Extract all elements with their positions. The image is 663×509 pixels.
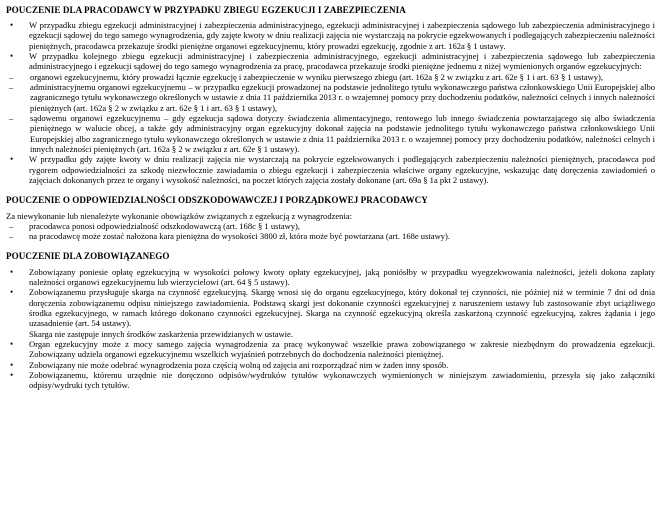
section2-intro: Za niewykonanie lub nienależyte wykonanie obowiązków związanych z egzekucją z wynagrodzenia:	[6, 210, 352, 221]
list-item	[6, 51, 655, 72]
section1-sublist	[6, 72, 655, 155]
section2-list	[6, 221, 655, 242]
list-item-text: Zobowiązanemu przysługuje skarga na czynność egzekucyjną. Skargę wnosi się do organu egzekucyjnego, który dokonał tej czynności, nie później niż w terminie 7 dni od dnia doręczenia zobowiązanemu odpisu niniejszego zawiadomienia. Podstawą skargi jest dokonanie czynności egzekucyjnej z naruszeniem ustawy lub zastosowanie zbyt uciążliwego środka egzekucyjnego, w ramach którego dokonano czynności egzekucyjnej. Skarga na czynność egzekucyjną określa zaskarżoną czynność egzekucyjną, zakres żądania i jego uzasadnienie (art. 54 ustawy).	[29, 287, 655, 329]
dash-item: – pracodawca ponosi odpowiedzialność odszkodowawczą (art. 168c § 1 ustawy),	[6, 221, 655, 231]
list-item-note: Skarga nie zastępuje innych środków zaskarżenia przewidzianych w ustawie.	[29, 328, 293, 339]
section1-list	[6, 20, 655, 72]
section1-list-cont	[6, 154, 655, 185]
list-item	[6, 287, 655, 339]
list-item: • W przypadku gdy zajęte kwoty w dniu realizacji zajęcia nie wystarczają na pokrycie egzekwowanych i podlegających zabezpieczeniu należności pieniężnych, pracodawca pod rygorem odpowiedzialności za szkodę niezwłocznie zawiadamia o zbiegu egzekucji i zabezpieczenia właściwe organy egzekucyjne, wskazując datę doręczenia zawiadomień o zajęciach dokonanych przez te organy i wysokość należności, na poczet których zajęcia zostały dokonane (art. 69a § 1a pkt 2 ustawy).	[6, 154, 655, 185]
section-title-liability: POUCZENIE O ODPOWIEDZIALNOŚCI ODSZKODOWAWCZEJ I PORZĄDKOWEJ PRACODAWCY	[6, 194, 428, 205]
sub-list-item: – sądowemu organowi egzekucyjnemu – gdy egzekucja sądowa dotyczy świadczenia alimentacyjnego, rentowego lub innego świadczenia powtarzającego się albo świadczenia pieniężnego w walucie obcej, a także gdy administracyjny organ egzekucyjny dokonał zajęcia na podstawie jednolitego tytułu wykonawczego państwa członkowskiego Unii Europejskiej albo zagranicznego tytułu wykonawczego określonych w ustawie z dnia 11 października 2013 r. o wzajemnej pomocy przy dochodzeniu podatków, należności celnych i innych należności pieniężnych (art. 162a § 2 w związku z art. 62e § 1 ustawy).	[6, 113, 655, 154]
dash-item: – na pracodawcę może zostać nałożona kara pieniężna do wysokości 3800 zł, która może być powtarzana (art. 168e ustawy).	[6, 231, 655, 241]
section3-list	[6, 267, 655, 391]
section-title-employer-concurrence: POUCZENIE DLA PRACODAWCY W PRZYPADKU ZBIEGU EGZEKUCJI I ZABEZPIECZENIA	[6, 5, 406, 15]
sub-list-item: – organowi egzekucyjnemu, który prowadzi łącznie egzekucję i zabezpieczenie w wyniku pierwszego zbiegu (art. 162a § 2 w związku z art. 62e § 1 i art. 63 § 1 ustawy),	[6, 72, 655, 82]
list-item: • Zobowiązanemu, któremu urzędnie nie doręczono odpisów/wydruków tytułów wykonawczych wymienionych w niniejszym zawiadomieniu, przesyła się jako załączniki odpisy/wydruki tych tytułów.	[6, 370, 655, 391]
list-item: • Zobowiązany poniesie opłatę egzekucyjną w wysokości połowy kwoty opłaty egzekucyjnej, jaką poniósłby w przypadku wyegzekwowania należności, jeżeli dokona zapłaty należności organowi egzekucyjnemu lub wierzycielowi (art. 64 § 5 ustawy).	[6, 267, 655, 288]
list-item: • W przypadku zbiegu egzekucji administracyjnej i zabezpieczenia administracyjnego, egzekucji administracyjnej i zabezpieczenia sądowego lub zabezpieczenia administracyjnego i egzekucji sądowej do tego samego wynagrodzenia, gdy zajęte kwoty w dniu realizacji zajęcia nie wystarczają na pokrycie egzekwowanych i podlegających zabezpieczeniu należności pieniężnych, pracodawca przekazuje środki pieniężne organowi egzekucyjnemu, który prowadzi egzekucję, zgodnie z art. 162a § 1 ustawy.	[6, 20, 655, 51]
section-title-debtor: POUCZENIE DLA ZOBOWIĄZANEGO	[6, 250, 170, 261]
list-item: • Organ egzekucyjny może z mocy samego zajęcia wynagrodzenia za pracę wykonywać wszelkie prawa zobowiązanego w zakresie niezbędnym do prowadzenia egzekucji. Zobowiązany udziela organowi egzekucyjnemu wszelkich wyjaśnień potrzebnych do dochodzenia należności pieniężnej.	[6, 339, 655, 360]
list-item: • Zobowiązany nie może odebrać wynagrodzenia poza częścią wolną od zajęcia ani rozporządzać nim w żaden inny sposób.	[6, 360, 655, 370]
list-item-text: W przypadku kolejnego zbiegu egzekucji administracyjnej i zabezpieczenia administracyjnego, egzekucji administracyjnej i zabezpieczenia sądowego lub zabezpieczenia administracyjnego i egzekucji sądowej do tego samego wynagrodzenia za pracę, pracodawca przekazuje środki pieniężne jednemu z niżej wymienionych organów egzekucyjnych:	[29, 51, 655, 72]
sub-list-item: – administracyjnemu organowi egzekucyjnemu – w przypadku egzekucji prowadzonej na podstawie jednolitego tytułu wykonawczego państwa członkowskiego Unii Europejskiej albo zagranicznego tytułu wykonawczego określonych w ustawie z dnia 11 października 2013 r. o wzajemnej pomocy przy dochodzeniu podatków, należności celnych i innych należności pieniężnych (art. 162a § 2 w związku z art. 62e § 1 i art. 63 § 1 ustawy),	[6, 82, 655, 113]
